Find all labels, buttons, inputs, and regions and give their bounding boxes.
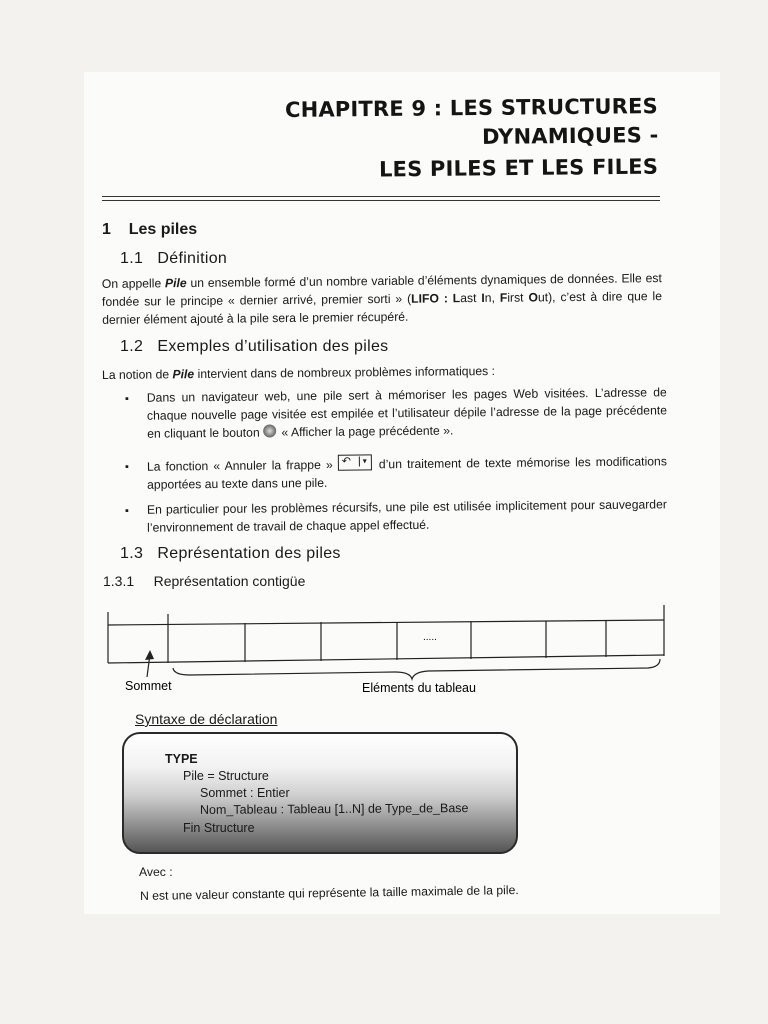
text: I xyxy=(481,290,485,305)
elements-label: Eléments du tableau xyxy=(362,681,476,695)
section-title: Définition xyxy=(157,250,228,267)
text: n, xyxy=(484,290,500,305)
array-top-border xyxy=(108,620,664,625)
sommet-arrow-head xyxy=(145,650,154,660)
text: En particulier pour les problèmes récursifs, une pile est utilisée implicitement pour sauvegarder l’environnement de travail de chaque appel effectué. xyxy=(146,497,667,535)
bullet-marker: ▪ xyxy=(125,505,129,517)
text: Dans un navigateur web, une pile sert à mémoriser les pages Web visitées. L’adresse de chaque nouvelle page visitée est empilée et l’utilisateur dépile l’adresse de la page précédente en cliquant le bouton xyxy=(146,385,668,441)
code-line-fin: Fin Structure xyxy=(183,821,255,835)
section-title: Exemples d’utilisation des piles xyxy=(157,338,389,355)
text: La fonction « Annuler la frappe » xyxy=(146,457,338,474)
term-pile: Pile xyxy=(164,276,187,291)
chapter-title-line3: LES PILES ET LES FILES xyxy=(378,154,659,182)
array-bottom-border xyxy=(108,655,664,663)
syntax-code-box xyxy=(122,732,518,854)
syntax-heading: Syntaxe de déclaration xyxy=(135,711,278,727)
section-number: 1 xyxy=(102,221,111,238)
lifo-acronym: LIFO : L xyxy=(411,291,461,306)
text: « Afficher la page précédente ». xyxy=(277,423,454,440)
section-number: 1.3.1 xyxy=(103,573,135,589)
avec-label: Avec : xyxy=(139,865,173,879)
section-title: Représentation des piles xyxy=(157,545,341,562)
chapter-title-line1: CHAPITRE 9 : LES STRUCTURES xyxy=(284,94,659,122)
code-line-tableau: Nom_Tableau : Tableau [1..N] de Type_de_Base xyxy=(199,801,469,817)
elements-brace xyxy=(173,659,660,679)
array-ellipsis: ..... xyxy=(423,632,437,643)
text: F xyxy=(499,290,508,305)
section-title: Représentation contigüe xyxy=(153,573,306,589)
code-line-sommet: Sommet : Entier xyxy=(200,786,290,800)
chapter-title-line2: DYNAMIQUES - xyxy=(481,123,659,149)
text: ast xyxy=(460,290,482,306)
bullet-marker: ▪ xyxy=(125,461,129,473)
text: On appelle xyxy=(101,276,166,291)
text: ut), c’est à dire que le dernier élément ajouté à la pile sera le premier récupéré. xyxy=(102,289,663,327)
section-number: 1.2 xyxy=(120,338,144,355)
section-number: 1.1 xyxy=(120,250,144,267)
text: O xyxy=(528,290,538,305)
avec-text: N est une valeur constante qui représente la taille maximale de la pile. xyxy=(139,883,519,903)
bullet-marker: ▪ xyxy=(125,393,129,405)
text: intervient dans de nombreux problèmes informatiques : xyxy=(194,363,496,382)
text: d’un traitement de texte mémorise les modifications apportées au texte dans une pile. xyxy=(147,454,667,492)
code-line-type: TYPE xyxy=(165,752,198,766)
section-title: Les piles xyxy=(128,221,198,238)
undo-icon: ↶ ▾ xyxy=(338,454,372,470)
term-pile: Pile xyxy=(172,367,195,382)
text: un ensemble formé d’un nombre variable d’éléments dynamiques de données. Elle est fondée sur le principe « dernier arrivé, premier sorti » ( xyxy=(101,271,662,309)
section-number: 1.3 xyxy=(120,545,144,562)
text: irst xyxy=(507,290,529,305)
code-line-structure: Pile = Structure xyxy=(183,769,269,783)
text: La notion de xyxy=(101,367,173,383)
sommet-label: Sommet xyxy=(125,679,172,693)
